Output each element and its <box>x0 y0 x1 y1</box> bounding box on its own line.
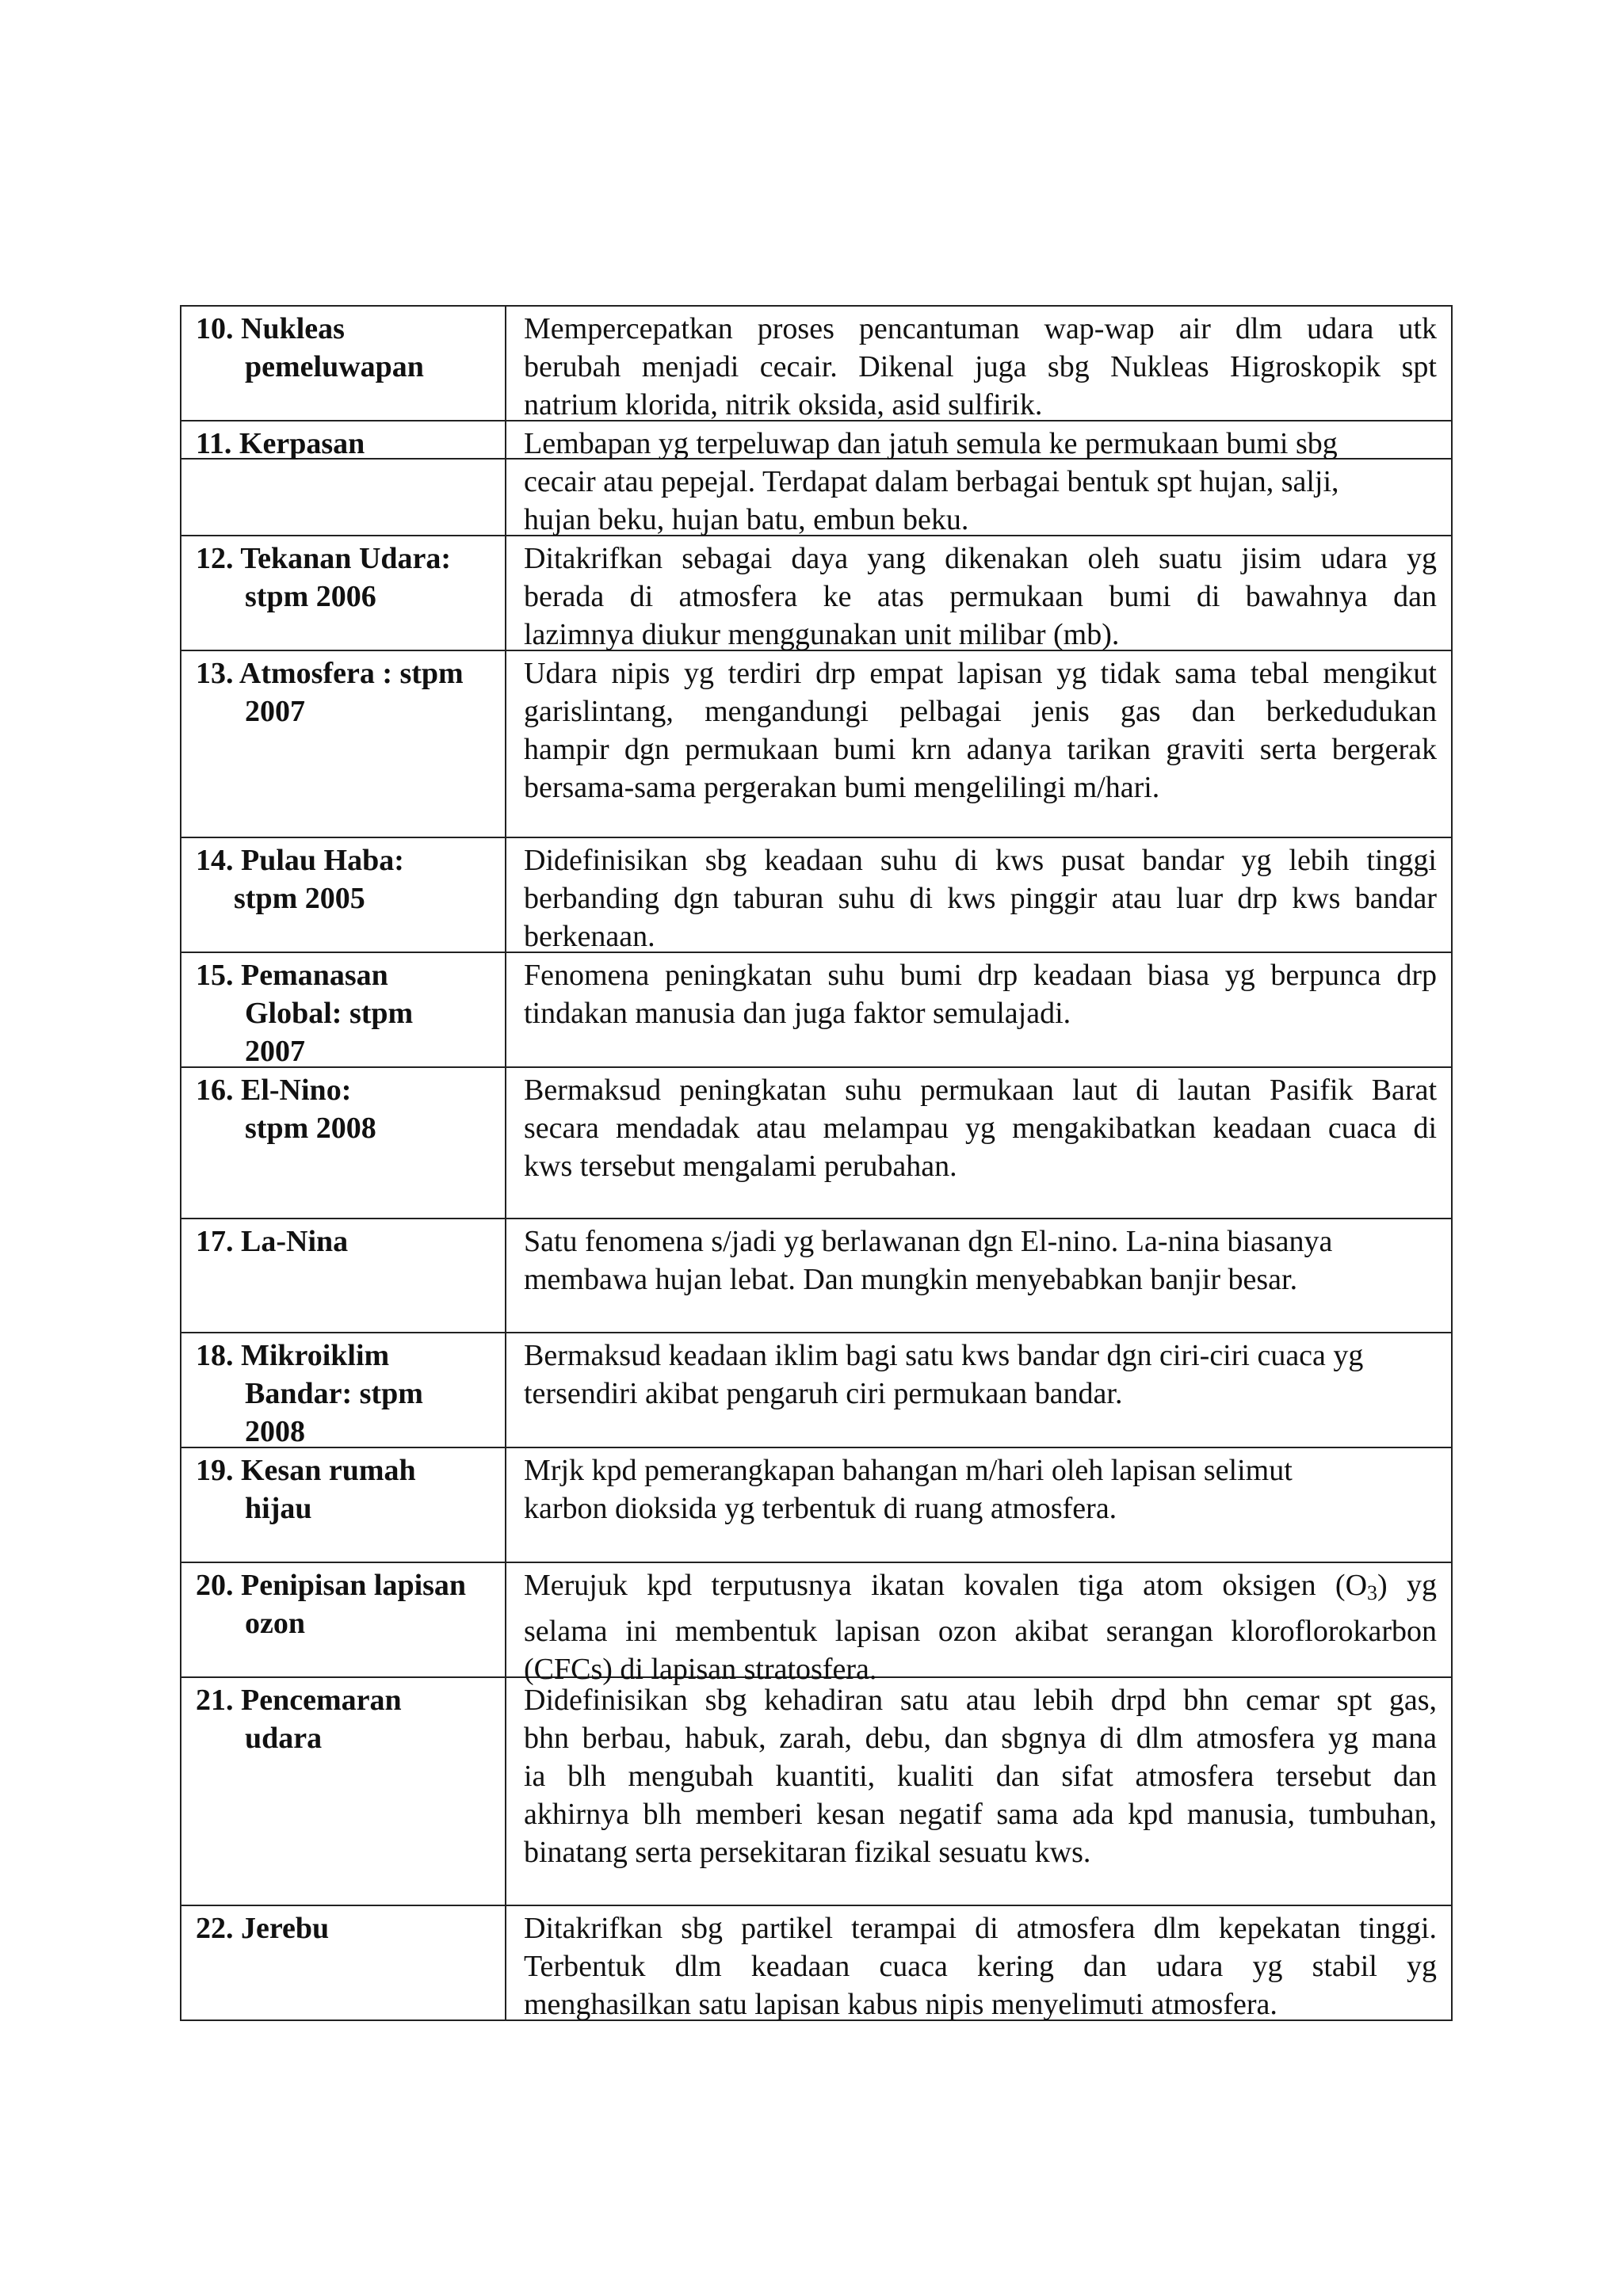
table-row <box>180 952 1453 1066</box>
definition-text: lazimnya diukur menggunakan unit milibar (mb). <box>524 618 1120 651</box>
definition-text: secara mendadak atau melampau yg mengakibatkan keadaan cuaca di <box>524 1112 1437 1145</box>
definition-text: berbanding dgn taburan suhu di kws pinggir atau luar drp kws bandar <box>524 882 1437 915</box>
definition-text: garislintang, mengandungi pelbagai jenis gas dan berkedudukan <box>524 695 1437 728</box>
term-text: 2008 <box>245 1415 305 1448</box>
definition-text: berkenaan. <box>524 920 655 953</box>
table-row <box>180 1218 1453 1332</box>
table-row <box>180 305 1453 420</box>
term-text: 17. La-Nina <box>196 1225 349 1258</box>
definition-cell <box>506 307 1451 420</box>
definition-text-part: Merujuk kpd terputusnya ikatan kovalen tiga atom oksigen (O <box>524 1569 1368 1602</box>
definition-text: Bermaksud peningkatan suhu permukaan laut di lautan Pasifik Barat <box>524 1074 1437 1107</box>
term-cell <box>181 838 506 952</box>
definition-text: Satu fenomena s/jadi yg berlawanan dgn El-nino. La-nina biasanya <box>524 1225 1333 1258</box>
definition-cell <box>506 953 1451 1066</box>
definition-text: cecair atau pepejal. Terdapat dalam berbagai bentuk spt hujan, salji, <box>524 465 1339 498</box>
table-row <box>180 837 1453 952</box>
definition-cell <box>506 1448 1451 1562</box>
definition-cell <box>506 1068 1451 1218</box>
term-text: 2007 <box>245 1035 305 1068</box>
definition-cell <box>506 1906 1451 2019</box>
term-cell <box>181 953 506 1066</box>
definition-cell <box>506 1219 1451 1332</box>
definition-cell <box>506 651 1451 837</box>
definition-text: tersendiri akibat pengaruh ciri permukaan bandar. <box>524 1377 1123 1410</box>
definition-text: Didefinisikan sbg keadaan suhu di kws pusat bandar yg lebih tinggi <box>524 844 1437 877</box>
table-row <box>180 420 1453 458</box>
term-text: 10. Nukleas <box>196 312 345 345</box>
term-cell <box>181 307 506 420</box>
definition-text: natrium klorida, nitrik oksida, asid sulfirik. <box>524 388 1043 421</box>
term-text: 19. Kesan rumah <box>196 1454 416 1487</box>
term-text: 15. Pemanasan <box>196 959 388 992</box>
table-row <box>180 1066 1453 1218</box>
definition-text: Bermaksud keadaan iklim bagi satu kws bandar dgn ciri-ciri cuaca yg <box>524 1339 1364 1372</box>
definition-text: bhn berbau, habuk, zarah, debu, dan sbgnya di dlm atmosfera yg mana <box>524 1722 1437 1755</box>
definition-text: berubah menjadi cecair. Dikenal juga sbg Nukleas Higroskopik spt <box>524 350 1437 383</box>
definition-cell <box>506 1333 1451 1447</box>
term-text: 16. El-Nino: <box>196 1074 352 1107</box>
subscript-text: 3 <box>1367 1581 1378 1604</box>
term-text: 22. Jerebu <box>196 1912 330 1945</box>
table-row <box>180 1676 1453 1905</box>
term-text: 14. Pulau Haba: <box>196 844 404 877</box>
term-text: 21. Pencemaran <box>196 1684 402 1717</box>
table-row <box>180 458 1453 535</box>
definition-cell <box>506 421 1451 458</box>
term-text: 11. Kerpasan <box>196 427 365 460</box>
term-cell <box>181 421 506 458</box>
table-row <box>180 1905 1453 2021</box>
table-row <box>180 1447 1453 1562</box>
term-text: stpm 2008 <box>245 1112 376 1145</box>
definition-text: akhirnya blh memberi kesan negatif sama ada kpd manusia, tumbuhan, <box>524 1798 1437 1831</box>
definition-text: Udara nipis yg terdiri drp empat lapisan yg tidak sama tebal mengikut <box>524 657 1437 690</box>
term-cell <box>181 1563 506 1676</box>
definition-cell <box>506 460 1451 535</box>
definition-text: Mempercepatkan proses pencantuman wap-wap air dlm udara utk <box>524 312 1437 345</box>
definition-text: Fenomena peningkatan suhu bumi drp keadaan biasa yg berpunca drp <box>524 959 1437 992</box>
definition-text: tindakan manusia dan juga faktor semulajadi. <box>524 997 1071 1030</box>
definition-text: ia blh mengubah kuantiti, kualiti dan sifat atmosfera tersebut dan <box>524 1760 1437 1793</box>
term-text: Global: stpm <box>245 997 414 1030</box>
term-cell <box>181 460 506 535</box>
table-row <box>180 650 1453 837</box>
definition-text: Mrjk kpd pemerangkapan bahangan m/hari oleh lapisan selimut <box>524 1454 1293 1487</box>
definition-text: bersama-sama pergerakan bumi mengelilingi m/hari. <box>524 771 1160 804</box>
glossary-table <box>180 305 1453 2021</box>
term-text: 18. Mikroiklim <box>196 1339 390 1372</box>
definition-cell <box>506 1563 1451 1686</box>
term-cell <box>181 1068 506 1218</box>
definition-cell <box>506 536 1451 650</box>
term-cell <box>181 536 506 650</box>
definition-text: binatang serta persekitaran fizikal sesuatu kws. <box>524 1836 1091 1869</box>
definition-text: kws tersebut mengalami perubahan. <box>524 1150 957 1183</box>
term-text: stpm 2005 <box>234 882 365 915</box>
table-row <box>180 535 1453 650</box>
definition-text: berada di atmosfera ke atas permukaan bumi di bawahnya dan <box>524 580 1437 613</box>
definition-cell <box>506 838 1451 952</box>
table-row <box>180 1562 1453 1686</box>
term-cell <box>181 1448 506 1562</box>
definition-text: hujan beku, hujan batu, embun beku. <box>524 503 969 536</box>
term-text: hijau <box>245 1492 312 1525</box>
term-text: stpm 2006 <box>245 580 376 613</box>
term-text: 2007 <box>245 695 305 728</box>
term-text: ozon <box>245 1607 305 1640</box>
definition-text: membawa hujan lebat. Dan mungkin menyebabkan banjir besar. <box>524 1263 1298 1296</box>
definition-text: karbon dioksida yg terbentuk di ruang atmosfera. <box>524 1492 1117 1525</box>
definition-text-part: ) yg <box>1377 1569 1437 1602</box>
definition-text: menghasilkan satu lapisan kabus nipis menyelimuti atmosfera. <box>524 1988 1277 2021</box>
definition-text: selama ini membentuk lapisan ozon akibat serangan kloroflorokarbon <box>524 1615 1437 1648</box>
term-text: Bandar: stpm <box>245 1377 423 1410</box>
definition-text <box>524 1566 1437 1612</box>
term-text: udara <box>245 1722 323 1755</box>
definition-text: Didefinisikan sbg kehadiran satu atau lebih drpd bhn cemar spt gas, <box>524 1684 1437 1717</box>
term-cell <box>181 1906 506 2019</box>
term-text: 13. Atmosfera : stpm <box>196 657 464 690</box>
term-text: 12. Tekanan Udara: <box>196 542 452 575</box>
definition-text: hampir dgn permukaan bumi krn adanya tarikan graviti serta bergerak <box>524 733 1437 766</box>
definition-cell <box>506 1678 1451 1905</box>
term-cell <box>181 1333 506 1447</box>
definition-text: (CFCs) di lapisan stratosfera. <box>524 1653 877 1686</box>
definition-text: Terbentuk dlm keadaan cuaca kering dan udara yg stabil yg <box>524 1950 1437 1983</box>
term-cell <box>181 1678 506 1905</box>
table-row <box>180 1332 1453 1447</box>
term-cell <box>181 651 506 837</box>
definition-text: Ditakrifkan sebagai daya yang dikenakan oleh suatu jisim udara yg <box>524 542 1437 575</box>
definition-text: Ditakrifkan sbg partikel terampai di atmosfera dlm kepekatan tinggi. <box>524 1912 1437 1945</box>
term-text: 20. Penipisan lapisan <box>196 1569 467 1602</box>
definition-text: Lembapan yg terpeluwap dan jatuh semula ke permukaan bumi sbg <box>524 427 1338 460</box>
term-cell <box>181 1219 506 1332</box>
term-text: pemeluwapan <box>245 350 424 383</box>
